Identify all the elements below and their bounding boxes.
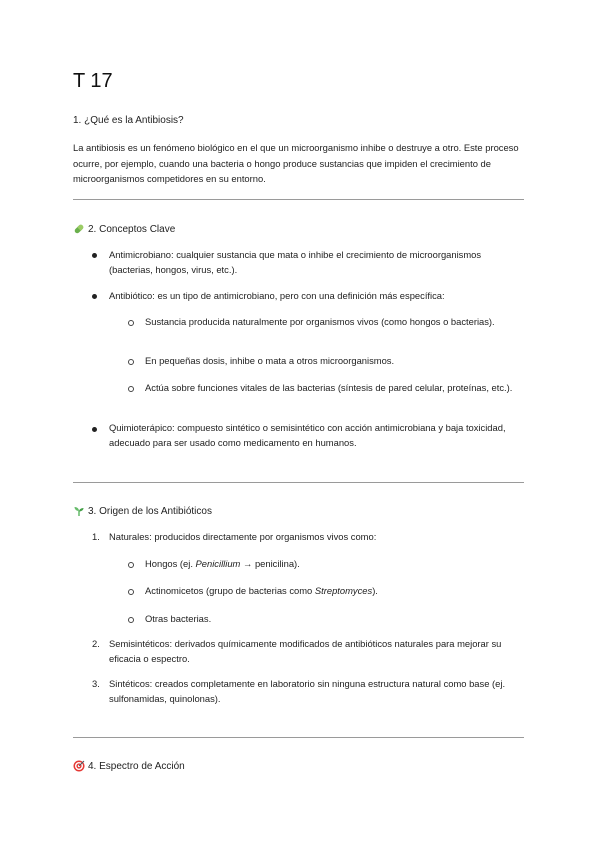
list-item: Sintéticos: creados completamente en laboratorio sin ninguna estructura natural como base (ej. sulfonamidas, quinolonas). [109,678,506,704]
seedling-emoji-icon [73,505,85,517]
bullet-icon [92,253,97,258]
divider [73,482,524,483]
bullet-icon [92,294,97,299]
section-title: 3. Origen de los Antibióticos [88,505,212,517]
section-title: 2. Conceptos Clave [88,223,176,235]
list-item: Naturales: producidos directamente por organismos vivos como: [109,531,377,542]
divider [73,737,524,738]
list-item: Antimicrobiano: cualquier sustancia que mata o inhibe el crecimiento de microorganismos (bacterias, hongos, virus, etc.). [109,249,482,275]
pill-emoji-icon [73,223,85,235]
sub-list-item: Actúa sobre funciones vitales de las bacterias (síntesis de pared celular, proteínas, etc.). [145,382,513,393]
sub-list-item: Actinomicetos (grupo de bacterias como Streptomyces). [145,585,378,596]
intro-question: 1. ¿Qué es la Antibiosis? [73,115,184,126]
section-heading-origen [73,505,212,517]
sub-list-item: En pequeñas dosis, inhibe o mata a otros microorganismos. [145,355,395,366]
list-item: Quimioterápico: compuesto sintético o semisintético con acción antimicrobiana y baja toxicidad, adecuado para ser usado como medicamento en humanos. [109,422,506,448]
section-heading-espectro [73,760,185,772]
sub-bullet-icon [128,386,134,392]
page-title: T 17 [73,70,113,92]
sub-list-item: Otras bacterias. [145,613,212,624]
list-number: 3. [92,678,100,689]
list-item: Antibiótico: es un tipo de antimicrobiano, pero con una definición más específica: [109,290,445,301]
divider [73,199,524,200]
sub-bullet-icon [128,359,134,365]
sub-bullet-icon [128,589,134,595]
sub-bullet-icon [128,320,134,326]
list-number: 2. [92,638,100,649]
target-emoji-icon [73,760,85,772]
sub-list-item: Hongos (ej. Penicillium → penicilina). [145,558,300,569]
sub-bullet-icon [128,617,134,623]
section-title: 4. Espectro de Acción [88,760,185,772]
intro-paragraph: La antibiosis es un fenómeno biológico en el que un microorganismo inhibe o destruye a otro. Este proceso ocurre, por ejemplo, cuando una bacteria o hongo produce sustancias que impiden el crecimiento de microorganismos competidores en su entorno. [73,142,519,184]
list-item: Semisintéticos: derivados químicamente modificados de antibióticos naturales para mejorar su eficacia o espectro. [109,638,502,664]
sub-list-item: Sustancia producida naturalmente por organismos vivos (como hongos o bacterias). [145,316,495,327]
section-heading-conceptos [73,223,175,235]
bullet-icon [92,427,97,432]
list-number: 1. [92,531,100,542]
sub-bullet-icon [128,562,134,568]
